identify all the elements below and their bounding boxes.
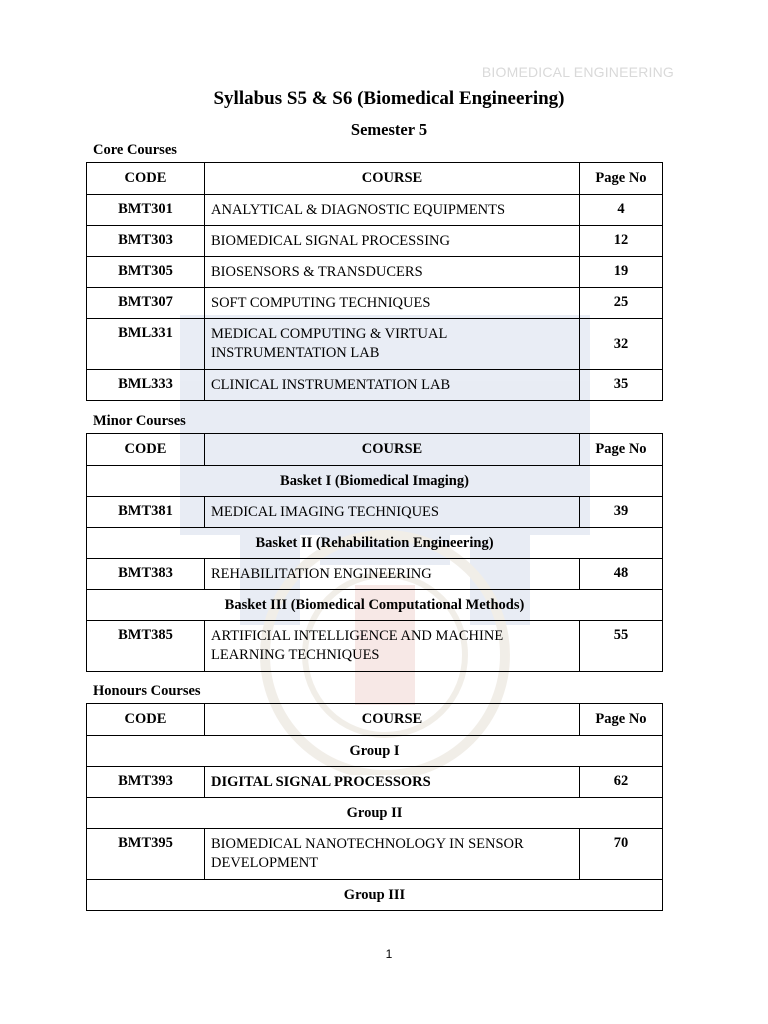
table-header-row xyxy=(87,163,663,195)
page-number-cell: 12 xyxy=(580,226,663,257)
table-row xyxy=(87,559,663,590)
core-courses-label: Core Courses xyxy=(93,142,177,158)
table-header-row xyxy=(87,704,663,736)
table-row xyxy=(87,226,663,257)
running-header: BIOMEDICAL ENGINEERING xyxy=(481,64,674,80)
course-code: BMT381 xyxy=(87,497,205,528)
page-number-cell: 70 xyxy=(580,829,663,880)
course-name: MEDICAL COMPUTING & VIRTUAL INSTRUMENTATION LAB xyxy=(205,319,580,370)
course-code: BMT385 xyxy=(87,621,205,672)
table-row xyxy=(87,370,663,401)
core-courses-table xyxy=(86,162,663,401)
group-row xyxy=(87,798,663,829)
basket-heading: Basket III (Biomedical Computational Methods) xyxy=(87,590,663,621)
course-header: COURSE xyxy=(205,434,580,466)
page-number-cell: 55 xyxy=(580,621,663,672)
group-row xyxy=(87,880,663,911)
table-row xyxy=(87,288,663,319)
course-code: BMT395 xyxy=(87,829,205,880)
course-header: COURSE xyxy=(205,704,580,736)
basket-row xyxy=(87,466,663,497)
code-header: CODE xyxy=(87,704,205,736)
table-row xyxy=(87,195,663,226)
page-header: Page No xyxy=(580,704,663,736)
course-name: SOFT COMPUTING TECHNIQUES xyxy=(205,288,580,319)
course-code: BMT307 xyxy=(87,288,205,319)
course-code: BML331 xyxy=(87,319,205,370)
page-number-cell: 25 xyxy=(580,288,663,319)
page-number-cell: 35 xyxy=(580,370,663,401)
course-name: ARTIFICIAL INTELLIGENCE AND MACHINE LEARNING TECHNIQUES xyxy=(205,621,580,672)
table-row xyxy=(87,497,663,528)
code-header: CODE xyxy=(87,163,205,195)
course-code: BMT383 xyxy=(87,559,205,590)
group-row xyxy=(87,736,663,767)
page-header: Page No xyxy=(580,163,663,195)
table-header-row xyxy=(87,434,663,466)
course-name: MEDICAL IMAGING TECHNIQUES xyxy=(205,497,580,528)
page-number-cell: 4 xyxy=(580,195,663,226)
course-name: DIGITAL SIGNAL PROCESSORS xyxy=(205,767,580,798)
page-header: Page No xyxy=(580,434,663,466)
document-title: Syllabus S5 & S6 (Biomedical Engineering) xyxy=(213,88,565,109)
basket-row xyxy=(87,528,663,559)
group-heading: Group III xyxy=(87,880,663,911)
basket-heading: Basket II (Rehabilitation Engineering) xyxy=(87,528,663,559)
course-code: BMT303 xyxy=(87,226,205,257)
table-row xyxy=(87,257,663,288)
course-code: BMT393 xyxy=(87,767,205,798)
page-number-cell: 39 xyxy=(580,497,663,528)
course-name: REHABILITATION ENGINEERING xyxy=(205,559,580,590)
course-name: BIOSENSORS & TRANSDUCERS xyxy=(205,257,580,288)
group-heading: Group II xyxy=(87,798,663,829)
course-name: BIOMEDICAL SIGNAL PROCESSING xyxy=(205,226,580,257)
page-number-cell: 19 xyxy=(580,257,663,288)
table-row xyxy=(87,621,663,672)
page-number-cell: 48 xyxy=(580,559,663,590)
page-footer-number: 1 xyxy=(385,947,393,961)
honours-courses-label: Honours Courses xyxy=(93,683,201,699)
course-name: BIOMEDICAL NANOTECHNOLOGY IN SENSOR DEVELOPMENT xyxy=(205,829,580,880)
basket-heading: Basket I (Biomedical Imaging) xyxy=(87,466,663,497)
honours-courses-table xyxy=(86,703,663,911)
page-number-cell: 62 xyxy=(580,767,663,798)
semester-heading: Semester 5 xyxy=(350,120,428,139)
course-name: CLINICAL INSTRUMENTATION LAB xyxy=(205,370,580,401)
course-code: BMT305 xyxy=(87,257,205,288)
basket-row xyxy=(87,590,663,621)
minor-courses-table xyxy=(86,433,663,672)
table-row xyxy=(87,829,663,880)
minor-courses-label: Minor Courses xyxy=(93,413,186,429)
table-row xyxy=(87,319,663,370)
page-number-cell: 32 xyxy=(580,319,663,370)
course-name: ANALYTICAL & DIAGNOSTIC EQUIPMENTS xyxy=(205,195,580,226)
code-header: CODE xyxy=(87,434,205,466)
group-heading: Group I xyxy=(87,736,663,767)
course-header: COURSE xyxy=(205,163,580,195)
table-row xyxy=(87,767,663,798)
course-code: BMT301 xyxy=(87,195,205,226)
course-code: BML333 xyxy=(87,370,205,401)
